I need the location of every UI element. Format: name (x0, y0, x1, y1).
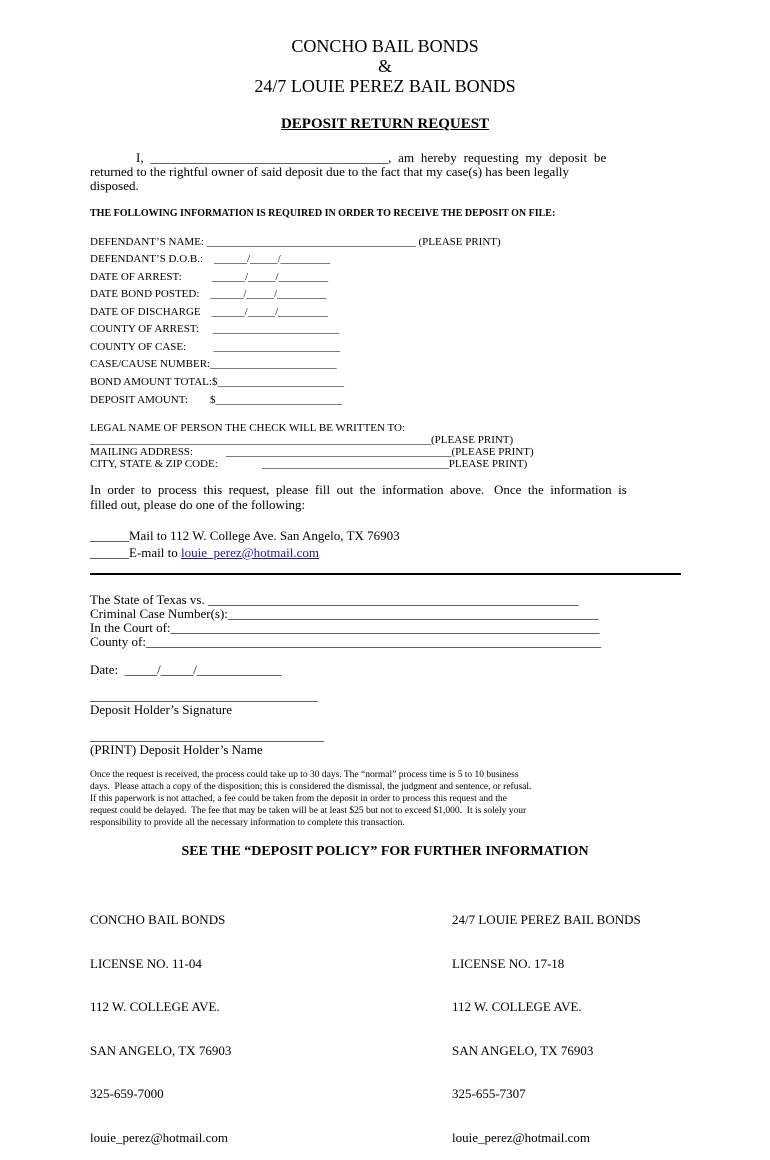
footer-left-email[interactable]: louie_perez@hotmail.com (90, 1129, 228, 1145)
required-notice: THE FOLLOWING INFORMATION IS REQUIRED IN ORDER TO RECEIVE THE DEPOSIT ON FILE: (90, 208, 556, 219)
intro-line-2: returned to the rightful owner of said deposit due to the fact that my case(s) has been legally (90, 164, 570, 179)
header-title-1: CONCHO BAIL BONDS (291, 36, 479, 56)
print-name-label: (PRINT) Deposit Holder’s Name (90, 742, 263, 757)
court-date[interactable]: Date: _____/_____/_____________ (90, 662, 282, 677)
signature-label: Deposit Holder’s Signature (90, 702, 233, 717)
court-county-of[interactable]: County of:______________________________________________________________________ (90, 634, 601, 649)
field-deposit-amount[interactable]: DEPOSIT AMOUNT: $_______________________ (90, 394, 342, 406)
footer-left-name: CONCHO BAIL BONDS (90, 912, 226, 927)
field-date-of-arrest[interactable]: DATE OF ARREST: ______/_____/_________ (90, 271, 329, 283)
intro-line-1: I, ____________________________________, am hereby requesting my deposit be (136, 150, 607, 165)
option-email-prefix: ______E-mail to (90, 545, 181, 560)
form-title: DEPOSIT RETURN REQUEST (280, 116, 490, 132)
process-line-1: In order to process this request, please fill out the information above. Once the information is (90, 482, 627, 497)
footer-left-phone: 325-659-7000 (90, 1086, 164, 1101)
print-name-line[interactable]: ____________________________________ (90, 728, 324, 743)
footer-left-city: SAN ANGELO, TX 76903 (90, 1042, 232, 1058)
footer-right-phone: 325-655-7307 (452, 1086, 526, 1101)
footer-right-license: LICENSE NO. 17-18 (452, 955, 565, 971)
court-case-numbers[interactable]: Criminal Case Number(s):_________________________________________________________ (90, 606, 599, 621)
disclaimer-line-2: days. Please attach a copy of the disposition; this is considered the dismissal, the judgment and sentence, or refusal. (90, 782, 532, 792)
footer-right-city: SAN ANGELO, TX 76903 (452, 1042, 594, 1058)
disclaimer-line-5: responsibility to provide all the necessary information to complete this transaction. (90, 818, 405, 828)
field-case-number[interactable]: CASE/CAUSE NUMBER:_______________________ (90, 358, 337, 370)
court-court-of[interactable]: In the Court of:__________________________________________________________________ (90, 620, 600, 635)
field-county-of-case[interactable]: COUNTY OF CASE: _______________________ (90, 341, 341, 353)
field-bond-amount[interactable]: BOND AMOUNT TOTAL:$_______________________ (90, 376, 344, 388)
header-ampersand: & (377, 56, 392, 76)
check-payee-name[interactable]: ______________________________________________________________(PLEASE PRINT) (90, 434, 514, 446)
field-county-of-arrest[interactable]: COUNTY OF ARREST: _______________________ (90, 323, 340, 335)
option-mail[interactable]: ______Mail to 112 W. College Ave. San Angelo, TX 76903 (90, 528, 400, 543)
intro-line-3: disposed. (90, 178, 139, 193)
footer-right (452, 884, 641, 1160)
footer-right-street: 112 W. COLLEGE AVE. (452, 999, 582, 1014)
check-heading: LEGAL NAME OF PERSON THE CHECK WILL BE WRITTEN TO: (90, 422, 406, 434)
process-line-2: filled out, please do one of the following: (90, 497, 306, 512)
disclaimer-line-3: If this paperwork is not attached, a fee could be taken from the deposit in order to process this request and the (90, 794, 507, 804)
email-link[interactable]: louie_perez@hotmail.com (181, 545, 319, 560)
footer-left-street: 112 W. COLLEGE AVE. (90, 999, 220, 1014)
header-title-2: 24/7 LOUIE PEREZ BAIL BONDS (254, 76, 516, 96)
field-date-of-discharge[interactable]: DATE OF DISCHARGE ______/_____/_________ (90, 306, 328, 318)
field-date-bond-posted[interactable]: DATE BOND POSTED: ______/_____/_________ (90, 288, 327, 300)
court-state-vs[interactable]: The State of Texas vs. _________________________________________________________ (90, 592, 579, 607)
field-defendant-name[interactable]: DEFENDANT’S NAME: ______________________________________ (PLEASE PRINT) (90, 236, 501, 248)
footer-left-license: LICENSE NO. 11-04 (90, 955, 202, 971)
signature-line[interactable]: ___________________________________ (90, 688, 318, 703)
disclaimer-line-1: Once the request is received, the process could take up to 30 days. The “normal” process time is 5 to 10 business (90, 770, 519, 780)
check-mailing-address[interactable]: MAILING ADDRESS: _________________________________________(PLEASE PRINT) (90, 446, 534, 458)
field-defendant-dob[interactable]: DEFENDANT’S D.O.B.: ______/_____/_________ (90, 253, 331, 265)
check-city-state-zip[interactable]: CITY, STATE & ZIP CODE: __________________________________PLEASE PRINT) (90, 458, 528, 470)
section-divider (90, 573, 681, 575)
footer-right-email[interactable]: louie_perez@hotmail.com (452, 1129, 590, 1145)
policy-notice: SEE THE “DEPOSIT POLICY” FOR FURTHER INFORMATION (181, 844, 589, 859)
footer-left (90, 884, 231, 1160)
footer-right-name: 24/7 LOUIE PEREZ BAIL BONDS (452, 912, 641, 927)
disclaimer-line-4: request could be delayed. The fee that may be taken will be at least $25 but not to exceed $1,000. It is solely your (90, 806, 527, 816)
option-email[interactable] (90, 545, 319, 561)
